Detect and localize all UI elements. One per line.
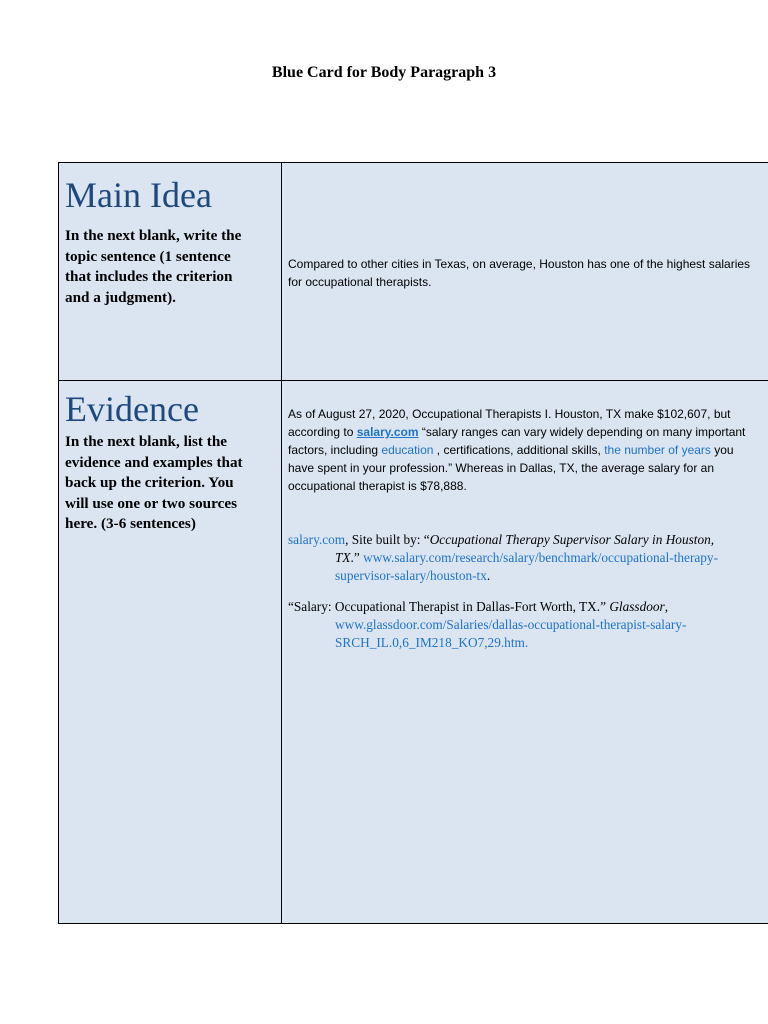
education-link[interactable]: education: [381, 443, 434, 457]
citation-url-link[interactable]: supervisor-salary/houston-tx: [335, 568, 487, 583]
instruction-line: will use one or two sources: [65, 494, 237, 512]
main-idea-label-cell: [59, 163, 282, 380]
citation-title: Occupational Therapy Supervisor Salary in Houston,: [429, 532, 715, 547]
citation-line: [288, 549, 718, 567]
main-idea-answer-cell[interactable]: [283, 163, 768, 380]
citation-url-link[interactable]: www.salary.com/research/salary/benchmark/occupational-therapy-: [363, 550, 719, 565]
instruction-line: evidence and examples that: [65, 453, 243, 471]
citation-text: .: [486, 568, 491, 583]
citation-text: , Site built by: “: [345, 532, 430, 547]
answer-line: [288, 441, 745, 459]
citation-line: [288, 598, 686, 616]
salary-com-link[interactable]: salary.com: [356, 425, 419, 439]
citation-salary-com: [288, 531, 718, 585]
evidence-row: [59, 380, 768, 923]
evidence-answer-cell[interactable]: [283, 380, 768, 923]
citation-url-link[interactable]: www.glassdoor.com/Salaries/dallas-occupational-therapist-salary-: [335, 617, 687, 632]
topic-sentence: [288, 255, 750, 291]
instruction-line: In the next blank, write the: [65, 227, 242, 245]
instruction-line: topic sentence (1 sentence: [65, 247, 231, 265]
blue-card: [58, 162, 768, 924]
citation-line: [288, 531, 718, 549]
citation-text: “Salary: Occupational Therapist in Dallas-Fort Worth, TX.”: [288, 599, 610, 614]
citation-text: .”: [350, 550, 364, 565]
instruction-line: that includes the criterion: [65, 268, 233, 286]
answer-text: factors, including: [288, 443, 382, 457]
answer-line: for occupational therapists.: [288, 275, 432, 289]
answer-text: “salary ranges can vary widely depending on many important: [418, 425, 746, 439]
evidence-heading: Evidence: [65, 389, 199, 429]
answer-line: occupational therapist is $78,888.: [288, 479, 467, 493]
answer-line: have spent in your profession.” Whereas in Dallas, TX, the average salary for an: [288, 461, 714, 475]
citation-line: [288, 616, 686, 634]
answer-line: As of August 27, 2020, Occupational Therapists I. Houston, TX make $102,607, but: [288, 407, 731, 421]
instruction-line: back up the criterion. You: [65, 474, 234, 492]
main-idea-row: [59, 163, 768, 381]
citation-text: ,: [664, 599, 669, 614]
citation-line: [288, 567, 718, 585]
instruction-line: and a judgment).: [65, 288, 176, 306]
instruction-line: In the next blank, list the: [65, 433, 228, 451]
citation-url-link[interactable]: SRCH_IL.0,6_IM218_KO7,29.htm.: [335, 635, 529, 650]
instruction-line: here. (3-6 sentences): [65, 515, 196, 533]
answer-line: [288, 423, 745, 441]
answer-text: you: [710, 443, 734, 457]
number-of-years-link[interactable]: the number of years: [604, 443, 711, 457]
page-title: Blue Card for Body Paragraph 3: [271, 64, 497, 81]
citation-title: TX: [335, 550, 351, 565]
citation-site-link[interactable]: salary.com: [288, 532, 346, 547]
answer-line: Compared to other cities in Texas, on average, Houston has one of the highest salaries: [288, 257, 751, 271]
answer-text: according to: [288, 425, 357, 439]
citation-line: [288, 634, 686, 652]
main-idea-instructions: [65, 226, 275, 308]
evidence-label-cell: [59, 380, 282, 923]
evidence-instructions: [65, 432, 275, 535]
citation-glassdoor: [288, 598, 686, 652]
citation-source: Glassdoor: [609, 599, 665, 614]
main-idea-heading: Main Idea: [65, 175, 212, 215]
answer-text: , certifications, additional skills,: [433, 443, 605, 457]
evidence-text: [288, 405, 745, 495]
